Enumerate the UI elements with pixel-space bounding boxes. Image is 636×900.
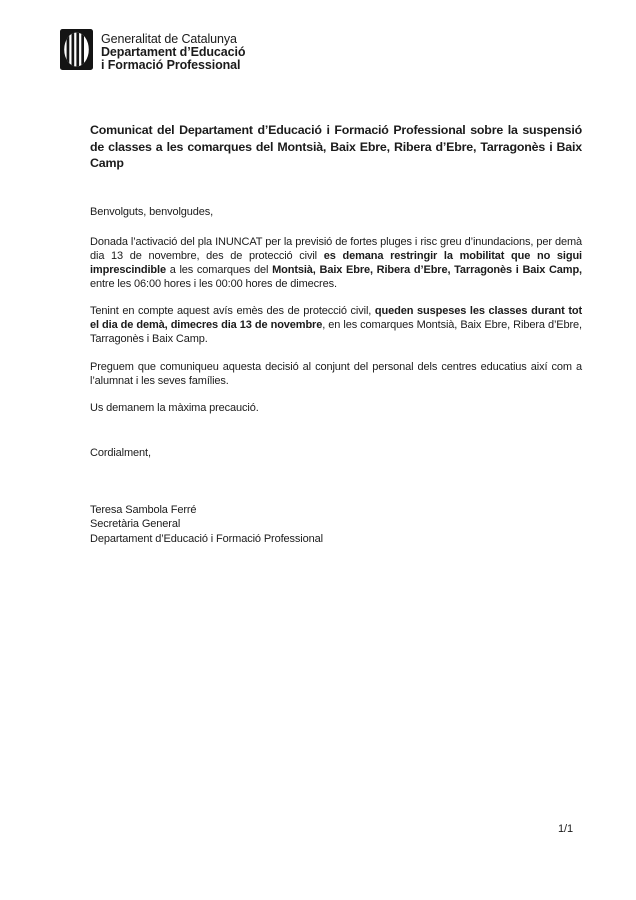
greeting: Benvolguts, benvolgudes,	[90, 205, 214, 218]
paragraph-mobilitat	[90, 235, 582, 291]
signature-block	[90, 503, 582, 547]
department-name-line1: Departament d’Educació	[101, 45, 246, 59]
generalitat-logo-icon	[60, 29, 93, 70]
signature-name: Teresa Sambola Ferré	[90, 503, 197, 516]
text-run: Tenint en compte aquest avís emès des de protecció civil,	[90, 304, 375, 317]
signature-role: Secretària General	[90, 518, 181, 530]
text-run-bold: Montsià, Baix Ebre, Ribera d’Ebre, Tarragonès i Baix Camp,	[272, 263, 582, 276]
letter-body	[90, 122, 582, 546]
paragraph-precaucio: Us demanem la màxima precaució.	[90, 401, 259, 414]
org-name: Generalitat de Catalunya	[101, 32, 237, 46]
text-run: Donada l’activació del pla INUNCAT per la previsió de fortes pluges i risc greu d’inundacions, per demà dia 13 de novembre, des de protecció civil	[90, 235, 582, 262]
text-run: entre les 06:00 hores i les 00:00 hores de dimecres.	[90, 277, 337, 290]
text-run-bold: es demana restringir la mobilitat que no sigui imprescindible	[90, 249, 582, 276]
text-run: a les comarques del	[165, 263, 273, 276]
closing: Cordialment,	[90, 446, 151, 459]
signature-department: Departament d’Educació i Formació Professional	[90, 532, 323, 545]
text-run-bold: queden suspeses les classes durant tot el dia de demà, dimecres dia 13 de novembre	[90, 304, 582, 331]
paragraph-comunicacio: Preguem que comuniqueu aquesta decisió al conjunt del personal dels centres educatius així com a l’alumnat i les seves famílies.	[90, 360, 582, 387]
letterhead	[60, 29, 245, 72]
letter-title: Comunicat del Departament d’Educació i Formació Professional sobre la suspensió de classes a les comarques del Montsià, Baix Ebre, Ribera d’Ebre, Tarragonès i Baix Camp	[90, 123, 582, 170]
text-run: , en les comarques Montsià, Baix Ebre, Ribera d’Ebre, Tarragonès i Baix Camp.	[90, 318, 582, 345]
page-number: 1/1	[558, 823, 573, 835]
department-name-line2: i Formació Professional	[101, 58, 241, 72]
paragraph-suspensio	[90, 304, 582, 346]
letterhead-text	[101, 29, 245, 72]
